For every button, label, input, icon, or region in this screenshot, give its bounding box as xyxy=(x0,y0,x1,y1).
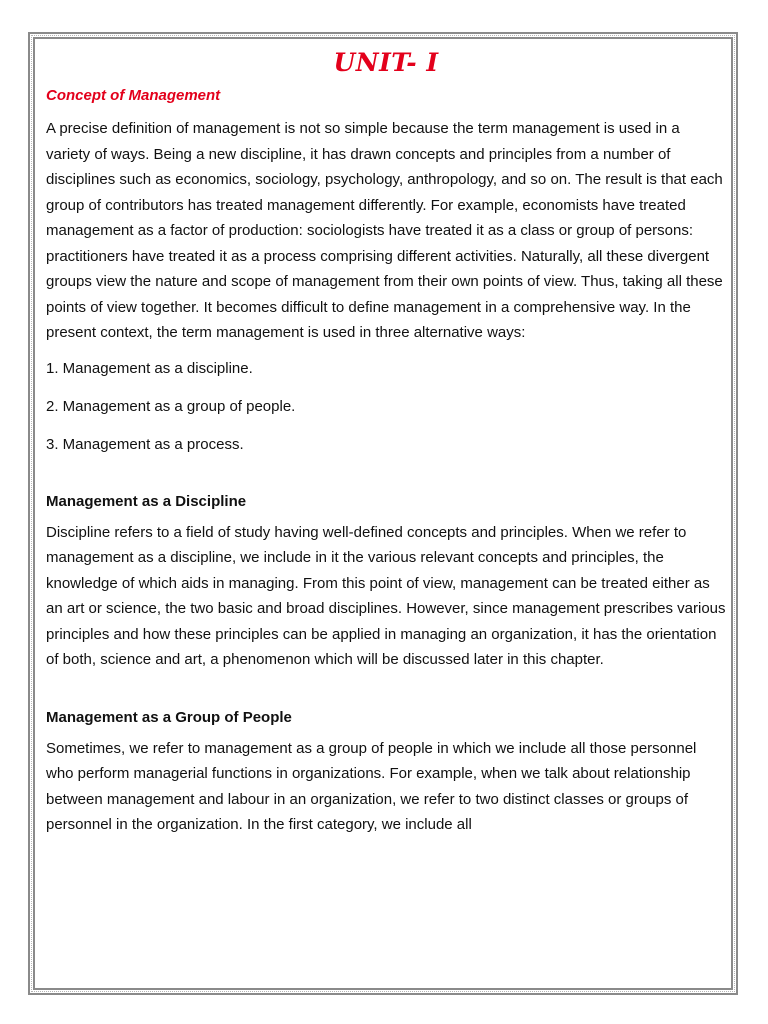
list-item: 1. Management as a discipline. xyxy=(46,359,253,377)
list-item: 2. Management as a group of people. xyxy=(46,397,296,415)
section-body-group-of-people: Sometimes, we refer to management as a group of people in which we include all those personnel who perform managerial functions in organizations. For example, when we talk about relationship between management and labour in an organization, we refer to two distinct classes or groups of personnel in the organization. In the first category, we include all xyxy=(46,739,697,833)
intro-paragraph: A precise definition of management is not so simple because the term management is used in a variety of ways. Being a new discipline, it has drawn concepts and principles from a number of disciplines such as economics, sociology, psychology, anthropology, and so on. The result is that each group of contributors has treated management differently. For example, economists have treated management as a factor of production: sociologists have treated it as a class or group of persons: practitioners have treated it as a process comprising different activities. Naturally, all these divergent groups view the nature and scope of management from their own points of view. Thus, taking all these points of view together. It becomes difficult to define management in a comprehensive way. In the present context, the term management is used in three alternative ways: xyxy=(46,120,723,341)
concept-heading: Concept of Management xyxy=(46,87,221,104)
section-heading-discipline: Management as a Discipline xyxy=(46,492,247,510)
list-item: 3. Management as a process. xyxy=(46,435,244,453)
unit-title: UNIT- I xyxy=(333,48,439,77)
document-content xyxy=(46,48,726,848)
section-body-discipline: Discipline refers to a field of study having well-defined concepts and principles. When we refer to management as a discipline, we include in it the various relevant concepts and principles, the knowledge of which aids in managing. From this point of view, management can be treated either as an art or science, the two basic and broad disciplines. However, since management prescribes various principles and how these principles can be applied in managing an organization, it has the orientation of both, science and art, a phenomenon which will be discussed later in this chapter. xyxy=(46,523,726,668)
section-heading-group-of-people: Management as a Group of People xyxy=(46,708,292,726)
